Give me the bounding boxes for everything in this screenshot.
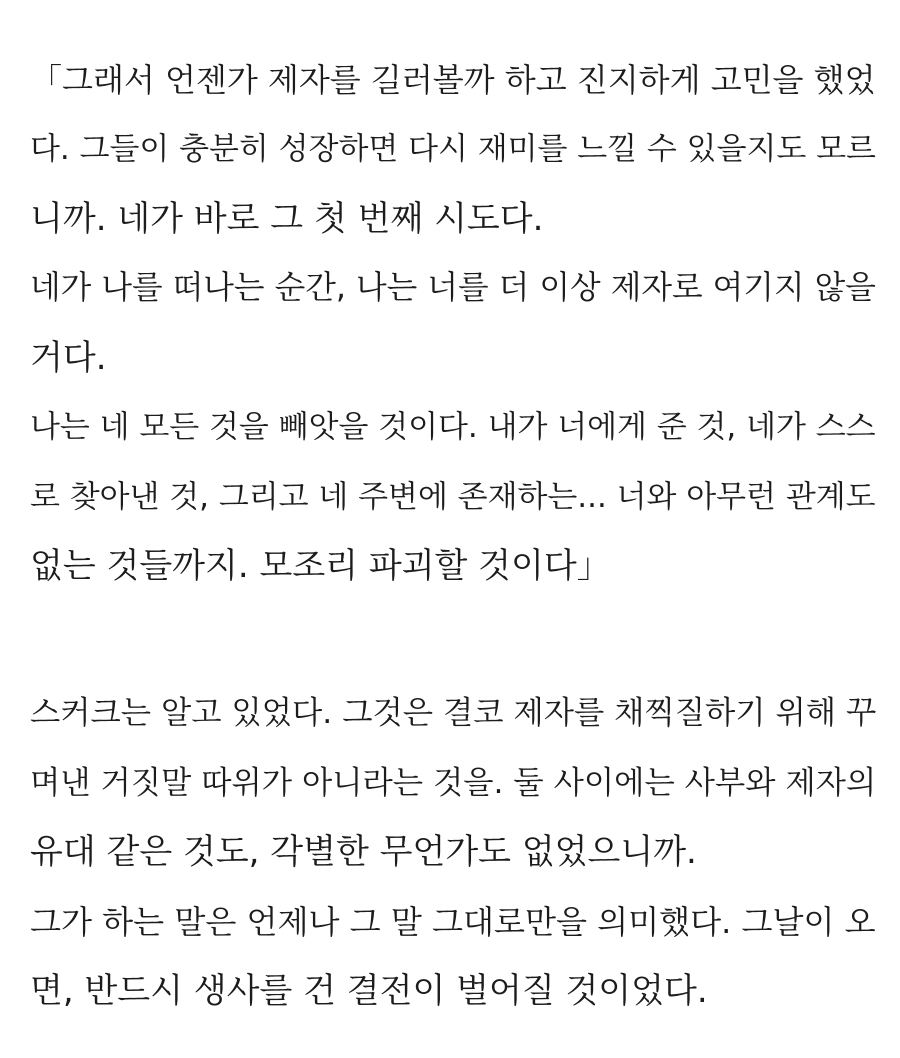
paragraph-1-line-1: 「그래서 언젠가 제자를 길러볼까 하고 진지하게 고민을 했었 [30, 61, 876, 99]
paragraph-2-line-2: 며낸 거짓말 따위가 아니라는 것을. 둘 사이에는 사부와 제자의 [30, 765, 877, 801]
paragraph-2-line-1: 스커크는 알고 있었다. 그것은 결코 제자를 채찍질하기 위해 꾸 [30, 695, 877, 731]
paragraph-1-line-6: 나는 네 모든 것을 빼앗을 것이다. 내가 너에게 준 것, 네가 스스 [30, 409, 876, 445]
paragraph-1-line-7: 로 찾아낸 것, 그리고 네 주변에 존재하는... 너와 아무런 관계도 [30, 479, 876, 515]
paragraph-1-line-2: 다. 그들이 충분히 성장하면 다시 재미를 느낄 수 있을지도 모르 [30, 131, 876, 167]
paragraph-1-line-5: 거다. [30, 338, 107, 378]
paragraph-2-line-4: 그가 하는 말은 언제나 그 말 그대로만을 의미했다. 그날이 오 [30, 903, 876, 941]
paragraph-1-line-4: 네가 나를 떠나는 순간, 나는 너를 더 이상 제자로 여기지 않을 [30, 270, 876, 306]
paragraph-1-line-3: 니까. 네가 바로 그 첫 번째 시도다. [30, 199, 544, 239]
paragraph-1-line-8: 없는 것들까지. 모조리 파괴할 것이다」 [30, 546, 611, 586]
paragraph-2-line-5: 면, 반드시 생사를 건 결전이 벌어질 것이었다. [30, 971, 708, 1011]
paragraph-2-line-3: 유대 같은 것도, 각별한 무언가도 없었으니까. [30, 832, 697, 872]
